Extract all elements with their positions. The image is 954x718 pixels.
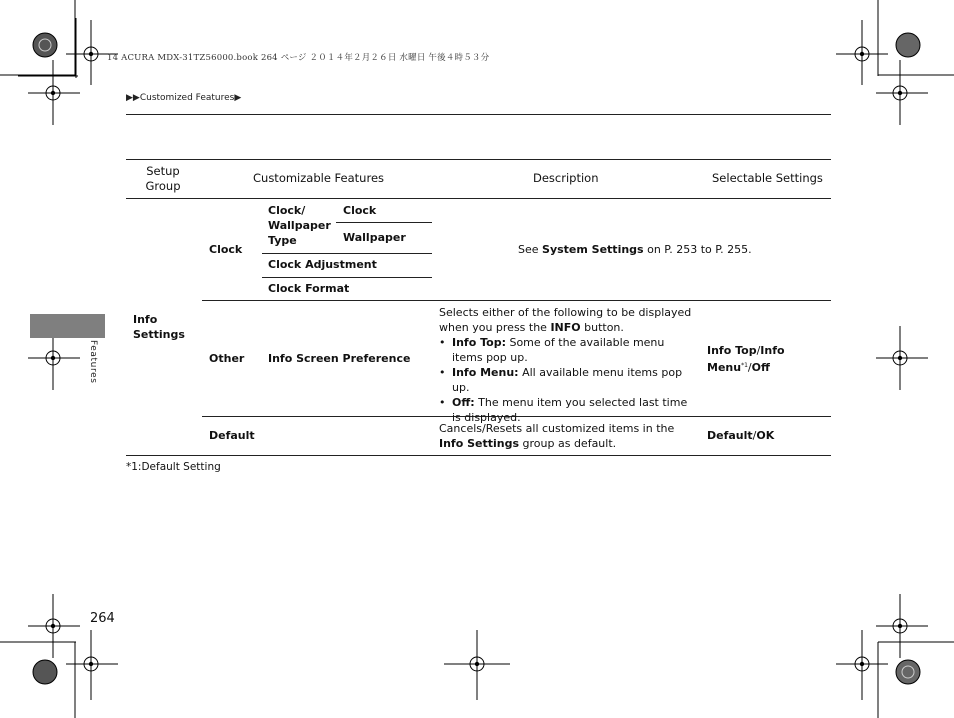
bullet-info-menu: • Info Menu: All available menu items pop up. [439, 365, 694, 395]
other-description [439, 305, 694, 425]
category-clock: Clock [209, 243, 243, 256]
breadcrumb-link[interactable]: Customized Features [139, 93, 235, 103]
feature-clock-format: Clock Format [268, 282, 350, 295]
side-tab-marker [30, 314, 105, 338]
header-setup-group: Setup Group [145, 164, 181, 193]
table-bottom-rule [126, 455, 831, 456]
bullet-info-top: • Info Top: Some of the available menu items pop up. [439, 335, 694, 365]
table-header-rule [126, 198, 831, 199]
feature-wallpaper: Wallpaper [343, 231, 406, 244]
category-default: Default [209, 429, 255, 442]
breadcrumb-arrows: ▶▶ [126, 93, 140, 103]
group-info-settings: Info Settings [133, 313, 185, 341]
clock-adjust-rule [262, 253, 432, 254]
breadcrumb-end-arrow: ▶ [234, 93, 242, 103]
header-selectable-settings: Selectable Settings [712, 171, 823, 185]
setting-info-top: Info Top [707, 344, 757, 357]
feature-clock-wallpaper-type: Clock/ Wallpaper Type [268, 204, 331, 247]
clock-sub-rule [336, 222, 432, 223]
bullet-off: • Off: The menu item you selected last time is displayed. [439, 395, 694, 425]
header-rule [126, 114, 831, 115]
other-settings: Info Top/Info Menu$^{*1}$/Off [707, 344, 785, 374]
feature-clock: Clock [343, 204, 377, 217]
table-top-rule [126, 159, 831, 160]
other-rule [202, 300, 831, 301]
system-settings-ref: System Settings [542, 243, 644, 256]
breadcrumb [126, 93, 241, 103]
print-header: 14 ACURA MDX-31TZ56000.book 264 ページ ２０１４年２月２６日 水曜日 午後４時５３分 [107, 53, 490, 63]
side-tab-label: Features [88, 340, 98, 384]
category-other: Other [209, 352, 245, 365]
clock-desc-suffix: on P. 253 to P. 255. [643, 243, 752, 256]
page-number: 264 [90, 611, 115, 626]
default-description: Cancels/Resets all customized items in the Info Settings group as default. [439, 422, 675, 450]
feature-info-screen-preference: Info Screen Preference [268, 352, 411, 365]
setting-info-menu: Info Menu [707, 344, 785, 374]
default-settings: Default/OK [707, 429, 775, 442]
other-desc-intro: Selects either of the following to be displayed when you press the INFO button. [439, 306, 692, 334]
clock-format-rule [262, 277, 432, 278]
setting-ok: OK [756, 429, 775, 442]
clock-desc-prefix: See [518, 243, 543, 256]
footnote-ref: *1 [741, 362, 748, 369]
setting-default: Default [707, 429, 753, 442]
clock-description [518, 242, 752, 257]
header-description: Description [533, 171, 599, 185]
header-customizable-features: Customizable Features [253, 171, 385, 185]
feature-clock-adjustment: Clock Adjustment [268, 258, 377, 271]
setting-off: Off [751, 361, 770, 374]
footnote: *1:Default Setting [126, 461, 221, 473]
